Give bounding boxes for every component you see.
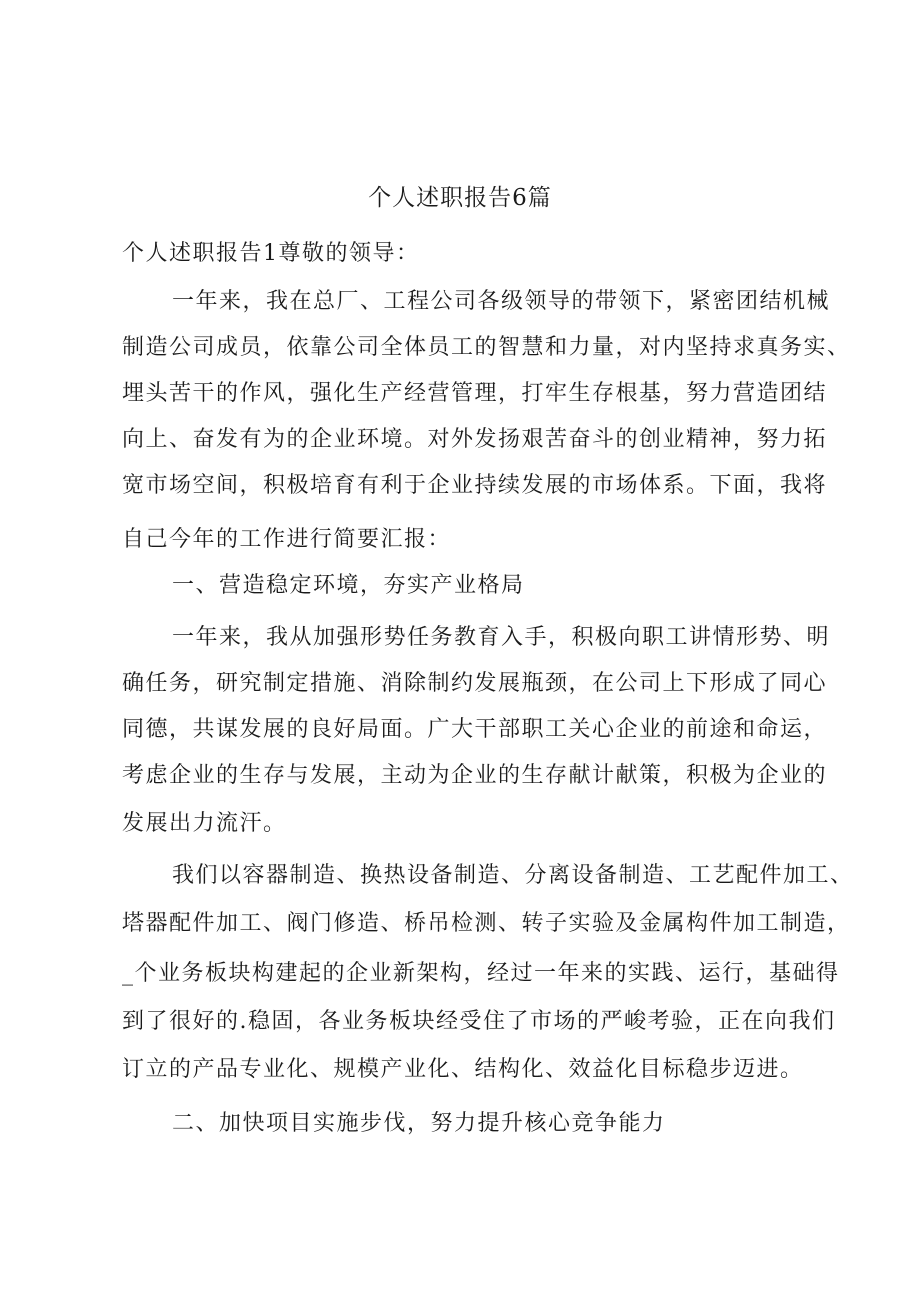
paragraph-line: 我们以容器制造、换热设备制造、分离设备制造、工艺配件加工、 (172, 863, 854, 888)
paragraph-line: 自己今年的工作进行简要汇报： (122, 527, 452, 552)
paragraph-line: 同德，共谋发展的良好局面。广大干部职工关心企业的前途和命运， (122, 717, 828, 742)
paragraph-line: 向上、奋发有为的企业环境。对外发扬艰苦奋斗的创业精神，努力拓 (122, 427, 828, 452)
section-heading: 一、营造稳定环境，夯实产业格局 (172, 573, 525, 598)
paragraph-line: 到了很好的.稳固，各业务板块经受住了市场的严峻考验，正在向我们 (122, 1009, 836, 1034)
paragraph-line: 发展出力流汗。 (122, 811, 287, 836)
paragraph-line: 塔器配件加工、阀门修造、桥吊检测、转子实验及金属构件加工制造， (122, 911, 851, 936)
paragraph-line: 埋头苦干的作风，强化生产经营管理，打牢生存根基，努力营造团结 (122, 381, 828, 406)
paragraph-line: 一年来，我在总厂、工程公司各级领导的带领下，紧密团结机械 (172, 289, 831, 314)
paragraph-line: 订立的产品专业化、规模产业化、结构化、效益化目标稳步迈进。 (122, 1057, 804, 1082)
paragraph-line: _个业务板块构建起的企业新架构，经过一年来的实践、运行，基础得 (122, 961, 840, 986)
salutation-line: 个人述职报告1尊敬的领导： (122, 241, 420, 266)
paragraph-line: 考虑企业的生存与发展，主动为企业的生存献计献策，积极为企业的 (122, 763, 828, 788)
section-heading: 二、加快项目实施步伐，努力提升核心竞争能力 (172, 1111, 666, 1136)
paragraph-line: 一年来，我从加强形势任务教育入手，积极向职工讲情形势、明 (172, 625, 831, 650)
paragraph-line: 制造公司成员，依靠公司全体员工的智慧和力量，对内坚持求真务实、 (122, 335, 851, 360)
paragraph-line: 宽市场空间，积极培育有利于企业持续发展的市场体系。下面，我将 (122, 473, 828, 498)
paragraph-line: 确任务，研究制定措施、消除制约发展瓶颈，在公司上下形成了同心 (122, 671, 828, 696)
document-title: 个人述职报告6篇 (368, 185, 552, 211)
